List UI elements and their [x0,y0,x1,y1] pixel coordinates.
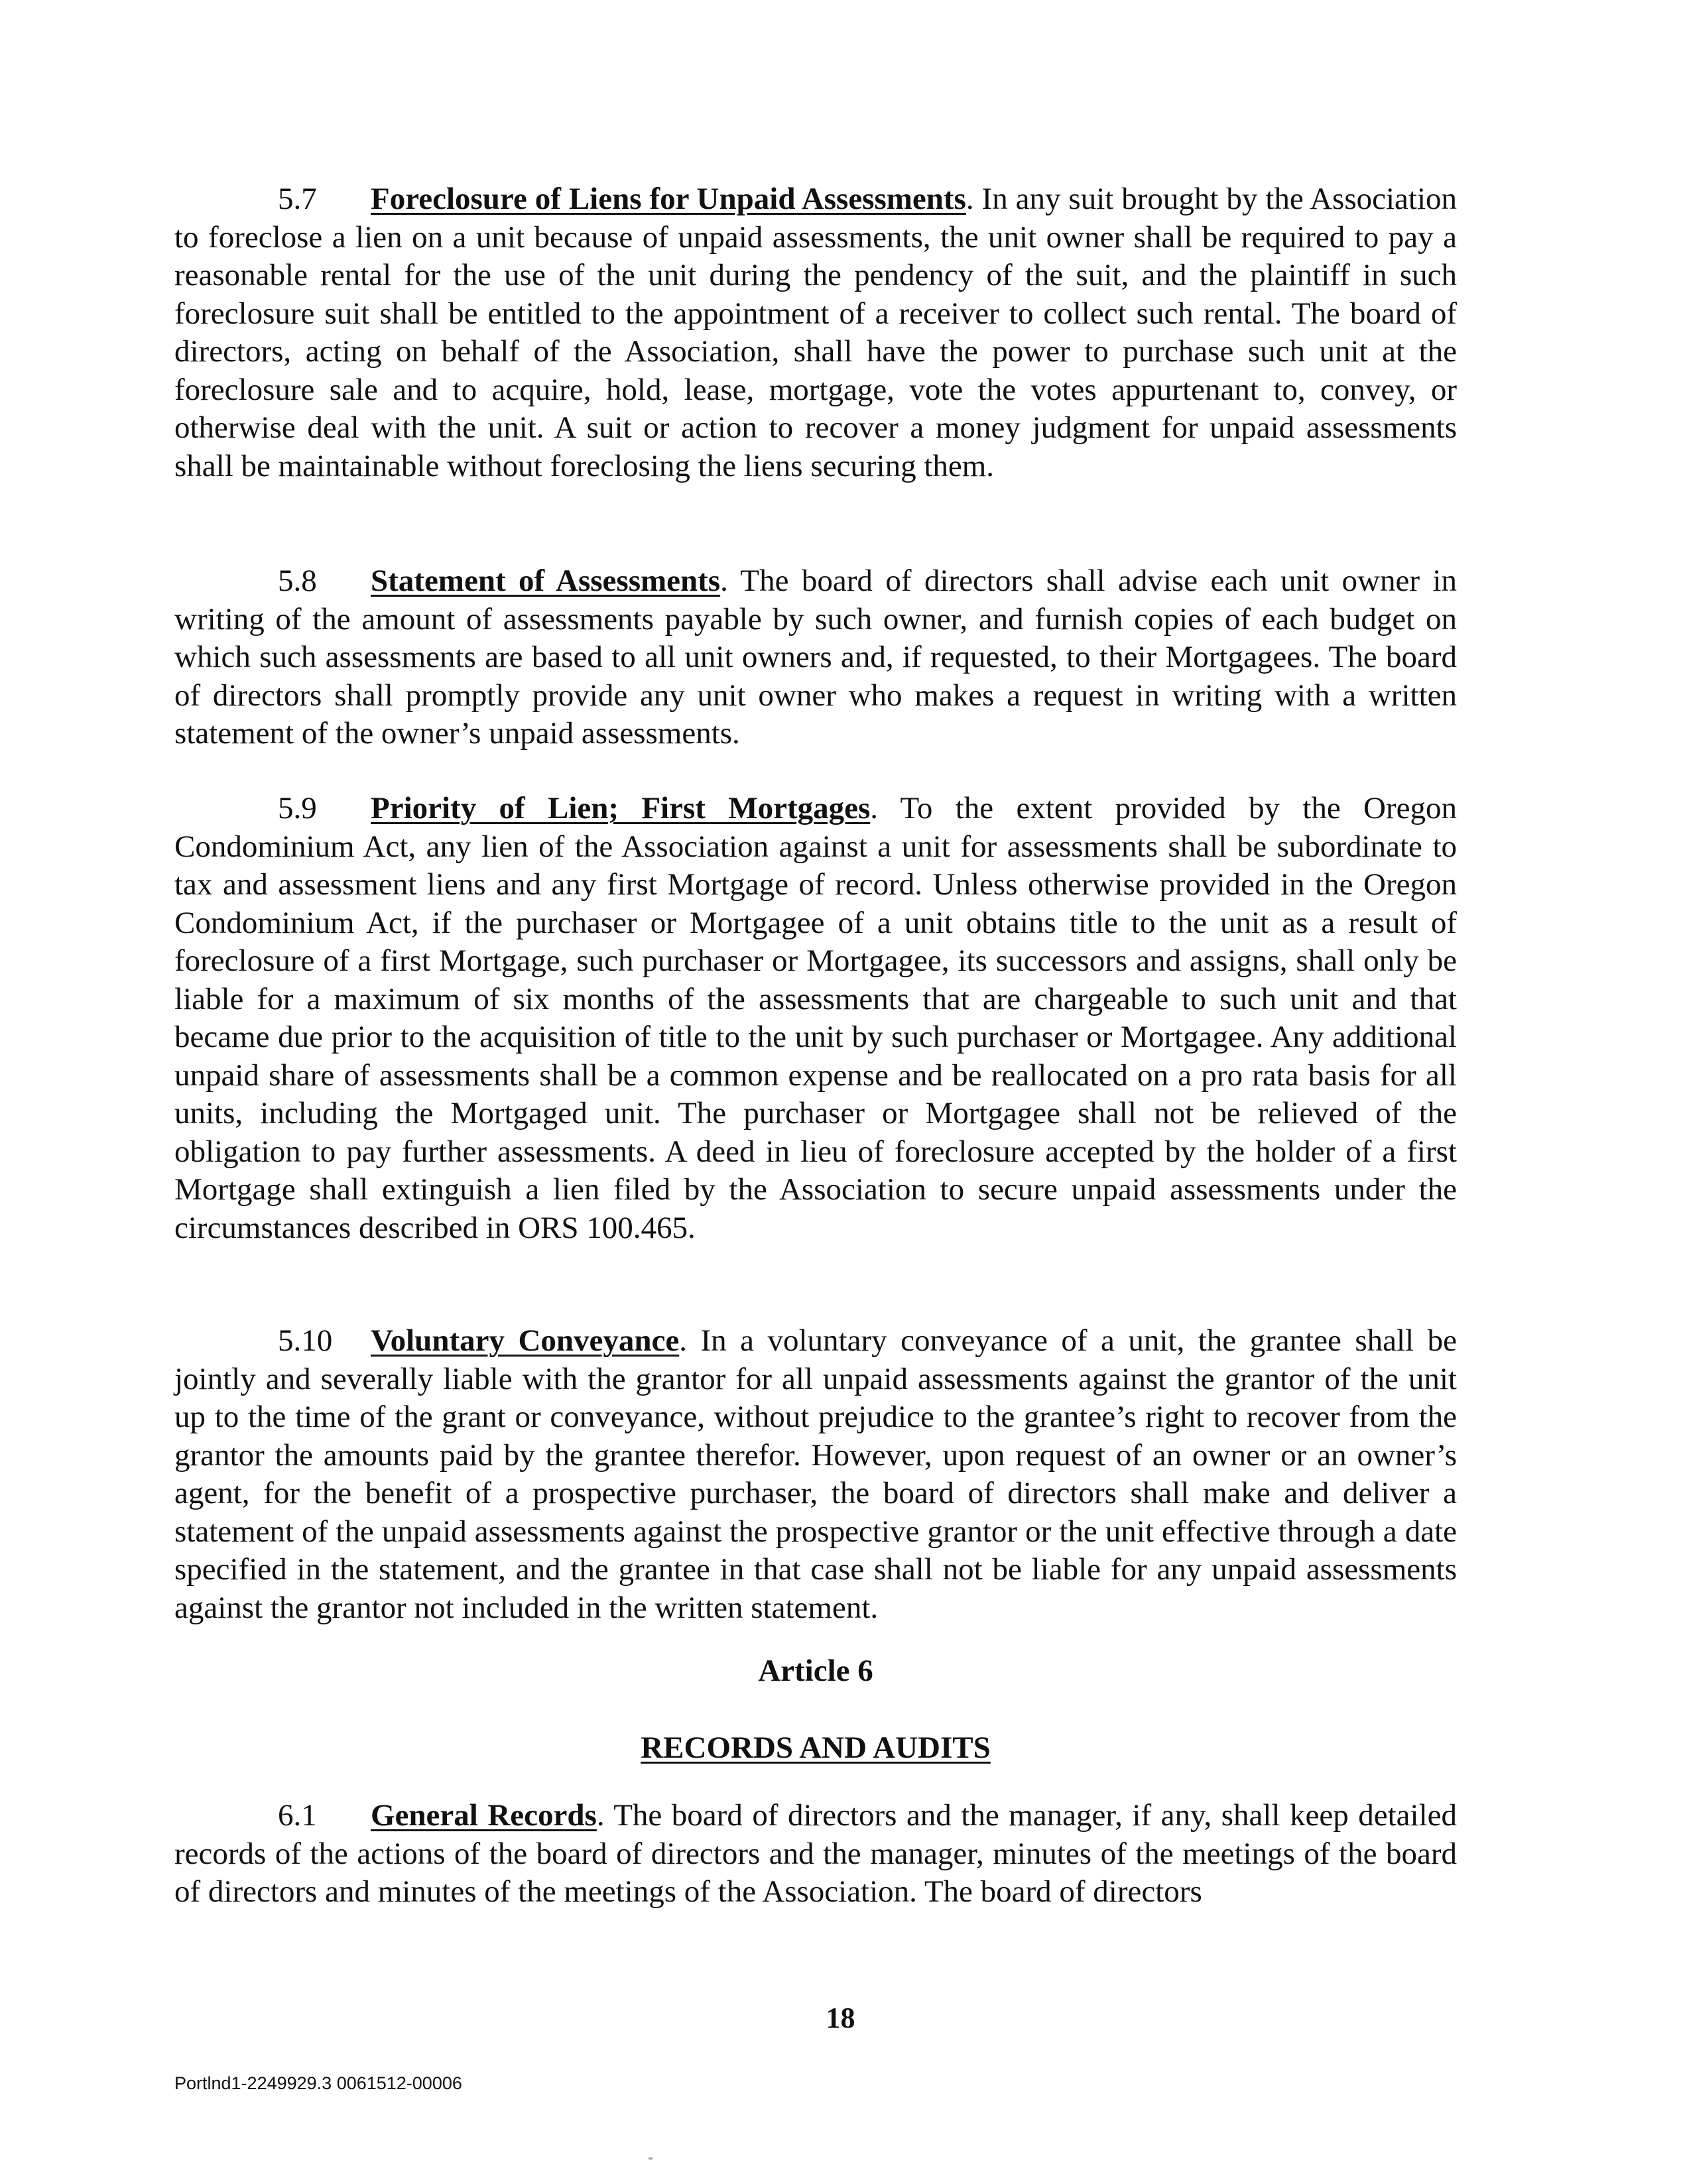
section-heading: Priority of Lien; First Mortgages [371,791,871,825]
section-body: . In a voluntary conveyance of a unit, the grantee shall be jointly and severally liable with the grantor for all unpaid assessments against the grantor of the unit up to the time of the grant or conveyance, without prejudice to the grantee’s right to recover from the grantor the amounts paid by the grantee therefor. However, upon request of an owner or an owner’s agent, for the benefit of a prospective purchaser, the board of directors shall make and deliver a statement of the unpaid assessments against the prospective grantor or the unit effective through a date specified in the statement, and the grantee in that case shall not be liable for any unpaid assessments against the grantor not included in the written statement. [174,1323,1457,1625]
section-number: 5.7 [278,182,317,216]
section-5-7 [174,180,1457,485]
section-heading: Foreclosure of Liens for Unpaid Assessments [371,182,966,216]
section-heading: Voluntary Conveyance [371,1323,680,1358]
section-body: . To the extent provided by the Oregon Condominium Act, any lien of the Association against a unit for assessments shall be subordinate to tax and assessment liens and any first Mortgage of record. Unless otherwise provided in the Oregon Condominium Act, if the purchaser or Mortgagee of a unit obtains title to the unit as a result of foreclosure of a first Mortgage, such purchaser or Mortgagee, its successors and assigns, shall only be liable for a maximum of six months of the assessments that are chargeable to such unit and that became due prior to the acquisition of title to the unit by such purchaser or Mortgagee. Any additional unpaid share of assessments shall be a common expense and be reallocated on a pro rata basis for all units, including the Mortgaged unit. The purchaser or Mortgagee shall not be relieved of the obligation to pay further assessments. A deed in lieu of foreclosure accepted by the holder of a first Mortgage shall extinguish a lien filed by the Association to secure unpaid assessments under the circumstances described in ORS 100.465. [174,791,1457,1245]
section-number: 5.10 [278,1323,333,1358]
section-5-10 [174,1322,1457,1627]
section-6-1 [174,1797,1457,1911]
section-5-8 [174,562,1457,753]
section-5-9 [174,790,1457,1247]
document-id: Portlnd1-2249929.3 0061512-00006 [174,2073,462,2093]
section-number: 5.8 [278,564,317,598]
section-heading: Statement of Assessments [371,564,721,598]
article-title: Article 6 [758,1654,873,1688]
page-number: 18 [826,2002,855,2034]
section-body: . The board of directors and the manager, if any, shall keep detailed records of the actions of the board of directors and the manager, minutes of the meetings of the board of directors and minutes of the meetings of the Association. The board of directors [174,1798,1457,1909]
section-number: 5.9 [278,791,317,825]
section-body: . The board of directors shall advise each unit owner in writing of the amount of assessments payable by such owner, and furnish copies of each budget on which such assessments are based to all unit owners and, if requested, to their Mortgagees. The board of directors shall promptly provide any unit owner who makes a request in writing with a written statement of the owner’s unpaid assessments. [174,564,1457,751]
section-number: 6.1 [278,1798,317,1833]
section-heading: General Records [371,1798,597,1833]
article-subtitle: RECORDS AND AUDITS [641,1730,991,1765]
section-body: . In any suit brought by the Association to foreclose a lien on a unit because of unpaid assessments, the unit owner shall be required to pay a reasonable rental for the use of the unit during the pendency of the suit, and the plaintiff in such foreclosure suit shall be entitled to the appointment of a receiver to collect such rental. The board of directors, acting on behalf of the Association, shall have the power to purchase such unit at the foreclosure sale and to acquire, hold, lease, mortgage, vote the votes appurtenant to, convey, or otherwise deal with the unit. A suit or action to recover a money judgment for unpaid assessments shall be maintainable without foreclosing the liens securing them. [174,182,1457,483]
scan-speck [649,2157,653,2159]
